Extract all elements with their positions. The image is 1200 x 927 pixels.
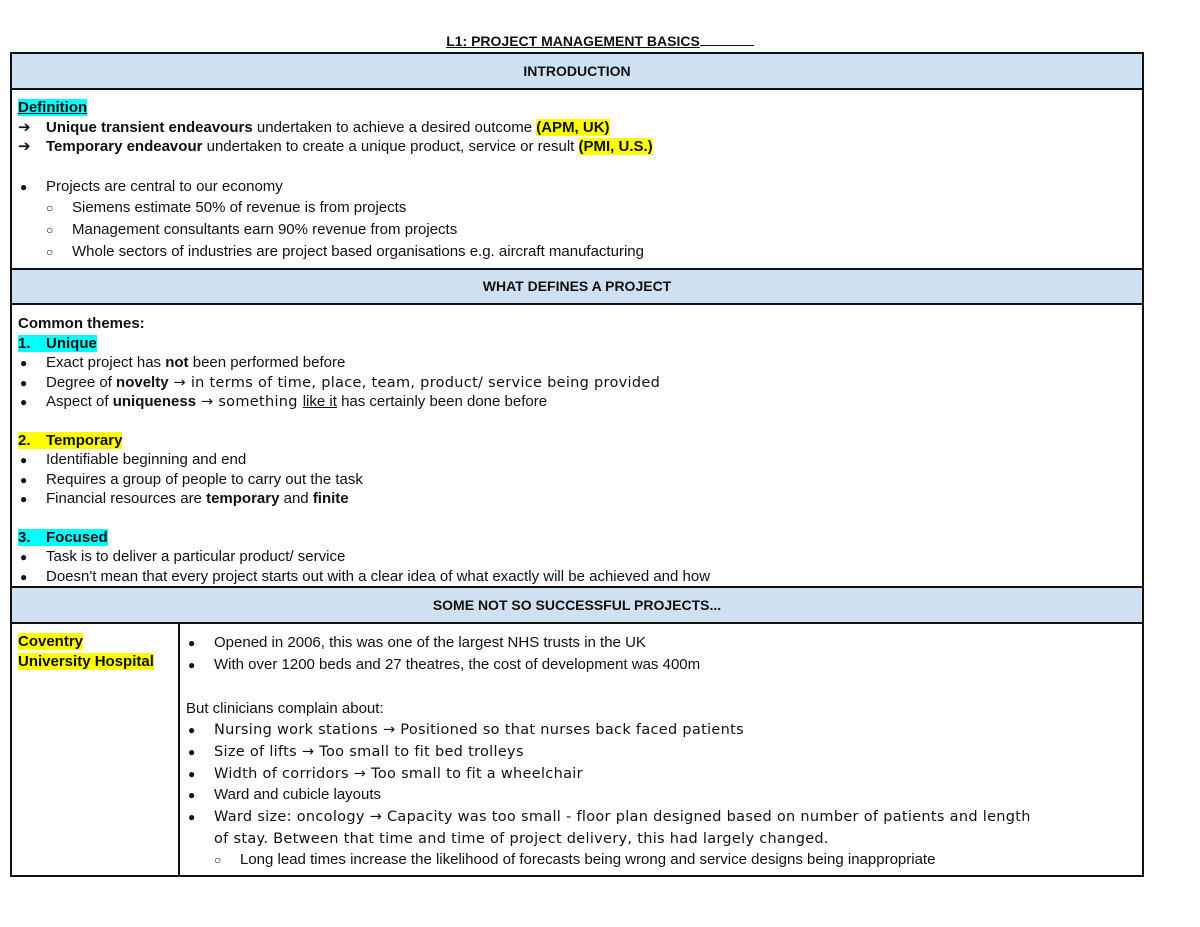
list-item: ● Identifiable beginning and end (18, 450, 1136, 470)
list-item: ● Task is to deliver a particular product/ service (18, 547, 1136, 567)
bullet-icon: ● (20, 375, 28, 390)
list-item: ● Degree of novelty → in terms of time, place, team, product/ service being provided (18, 373, 1136, 393)
list-item: ○ Management consultants earn 90% revenue from projects (18, 219, 1136, 241)
sub-bullet-icon: ○ (46, 244, 54, 259)
case-details-cell (179, 623, 1143, 876)
bullet-icon: ● (188, 745, 196, 759)
list-item-continued: of stay. Between that time and time of project delivery, this had largely changed. (214, 830, 829, 847)
bullet-icon: ● (20, 179, 28, 194)
page-title: L1: PROJECT MANAGEMENT BASICS (0, 33, 1200, 49)
common-themes-label: Common themes: (18, 315, 145, 333)
bullet-icon: ● (20, 550, 28, 565)
arrow-icon: ➔ (18, 138, 31, 155)
bullet-icon: ● (20, 453, 28, 468)
list-item: ● Requires a group of people to carry out the task (18, 470, 1136, 490)
notes-table (10, 52, 1144, 877)
list-item: ○ Whole sectors of industries are project based organisations e.g. aircraft manufacturing (18, 241, 1136, 263)
list-item: ● Size of lifts → Too small to fit bed trolleys (186, 741, 1136, 763)
list-item: ● Width of corridors → Too small to fit a wheelchair (186, 763, 1136, 785)
theme-temporary-heading: 2. Temporary (18, 431, 123, 449)
list-item: ○ Long lead times increase the likelihood of forecasts being wrong and service designs being inappropriate (186, 849, 1136, 871)
bullet-icon: ● (20, 395, 28, 410)
introduction-body (11, 89, 1143, 269)
theme-focused-heading: 3. Focused (18, 528, 108, 546)
bullet-icon: ● (188, 766, 196, 781)
section-header-introduction: INTRODUCTION (11, 53, 1143, 89)
case-name: Coventry (18, 633, 84, 651)
list-item: ● Doesn't mean that every project starts out with a clear idea of what exactly will be achieved and how (18, 567, 1136, 587)
list-item: ● Financial resources are temporary and finite (18, 489, 1136, 509)
arrow-icon: ➔ (18, 118, 31, 136)
section-header-what-defines: WHAT DEFINES A PROJECT (11, 269, 1143, 304)
list-item: ● Ward size: oncology → Capacity was too small - floor plan designed based on number of patients and length (186, 806, 1136, 828)
sub-bullet-icon: ○ (46, 201, 54, 216)
definition-pmi: ➔ Temporary endeavour undertaken to create a unique product, service or result (PMI, U.S.) (18, 138, 653, 155)
list-item: ● Projects are central to our economy (18, 176, 1136, 198)
complaint-intro: But clinicians complain about: (186, 699, 384, 717)
bullet-icon: ● (188, 788, 196, 803)
bullet-icon: ● (20, 569, 28, 584)
case-name: University Hospital (18, 652, 154, 670)
list-item: ● Ward and cubicle layouts (186, 784, 1136, 806)
list-item: ● Opened in 2006, this was one of the largest NHS trusts in the UK (186, 632, 1136, 654)
definition-label: Definition (18, 99, 88, 116)
list-item: ● Aspect of uniqueness → something like it has certainly been done before (18, 392, 1136, 412)
case-name-cell (11, 623, 179, 876)
list-item: ● Nursing work stations → Positioned so that nurses back faced patients (186, 719, 1136, 741)
sub-bullet-icon: ○ (46, 222, 54, 237)
section-header-not-successful: SOME NOT SO SUCCESSFUL PROJECTS... (11, 587, 1143, 623)
what-defines-body (11, 304, 1143, 587)
list-item: ○ Siemens estimate 50% of revenue is from projects (18, 197, 1136, 219)
list-item: ● Exact project has not been performed before (18, 353, 1136, 373)
definition-apm: ➔ Unique transient endeavours undertaken to achieve a desired outcome (APM, UK) (18, 118, 610, 136)
theme-unique-heading: 1. Unique (18, 334, 97, 352)
bullet-icon: ● (188, 810, 196, 825)
bullet-icon: ● (188, 723, 196, 738)
sub-bullet-icon: ○ (214, 853, 222, 868)
bullet-icon: ● (20, 492, 28, 507)
list-item: ● With over 1200 beds and 27 theatres, the cost of development was 400m (186, 654, 1136, 676)
bullet-icon: ● (188, 657, 196, 672)
bullet-icon: ● (188, 636, 196, 651)
bullet-icon: ● (20, 472, 28, 487)
bullet-icon: ● (20, 356, 28, 371)
